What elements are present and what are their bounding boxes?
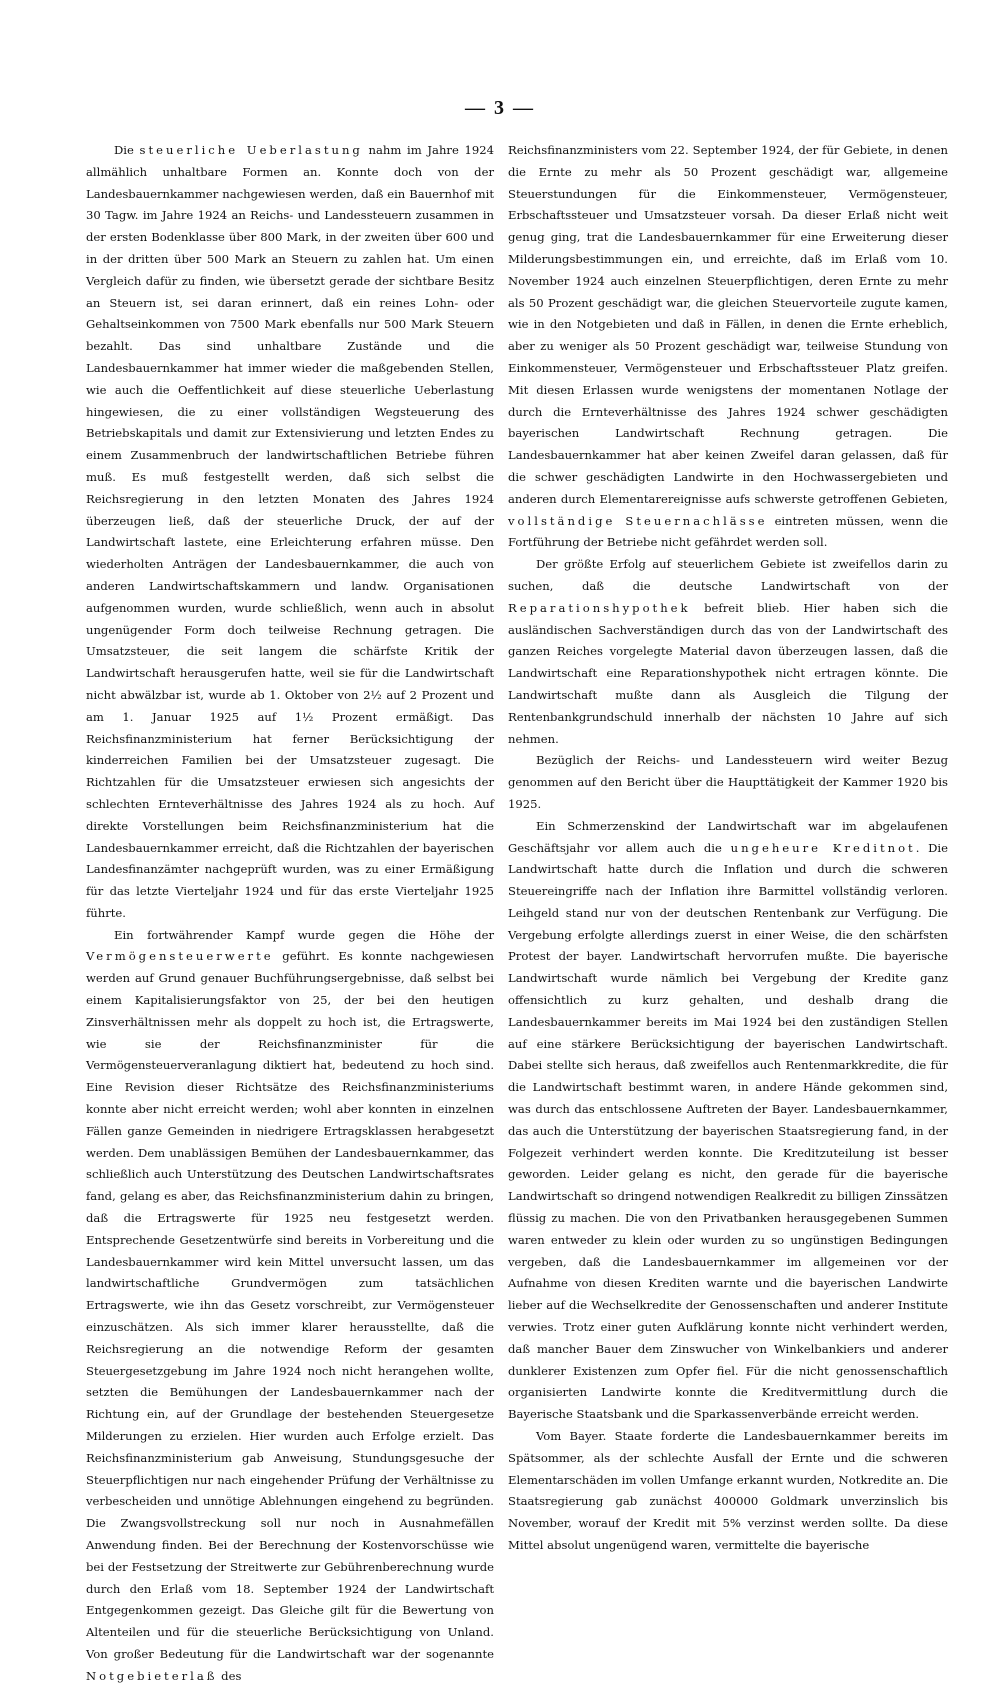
- spaced-emphasis: Notgebieterlaß: [86, 1668, 218, 1683]
- paragraph-notkredite: [508, 1426, 948, 1557]
- spaced-emphasis: ungeheure Kreditnot: [730, 840, 916, 855]
- spaced-emphasis: steuerliche Ueberlastung: [139, 143, 363, 157]
- paragraph-lead: Ein Schmerzenskind der Landwirtschaft war im abgelaufenen Geschäftsjahr vor allem auch die: [508, 818, 948, 855]
- page-number: — 3 —: [465, 97, 535, 119]
- paragraph-text: Vom Bayer. Staate forderte die Landesbauernkammer bereits im Spätsommer, als der schlechte Ausfall der Ernte und die schweren Elementarschäden im vollen Umfange erkannt wurden, Notkredite an. Die Staatsregierung gab zunächst 400000 Goldmark unverzinslich bis November, worauf der Kredit mit 5% verzinst werden sollte. Da diese Mittel absolut ungenügend waren, vermittelte die bayerische: [508, 1429, 948, 1552]
- paragraph-text: nahm im Jahre 1924 allmählich unhaltbare Formen an. Konnte doch von der Landesbauernkammer nachgewiesen werden, daß ein Bauernhof mit 30 Tagw. im Jahre 1924 an Reichs- und Landessteuern zusammen in der ersten Bodenklasse über 800 Mark, in der zweiten über 600 und in der dritten über 500 Mark an Steuern zu zahlen hat. Um einen Vergleich dafür zu finden, wie übersetzt gerade der sichtbare Besitz an Steuern ist, sei daran erinnert, daß ein reines Lohn- oder Gehaltseinkommen von 7500 Mark ebenfalls nur 500 Mark Steuern bezahlt. Das sind unhaltbare Zustände und die Landesbauernkammer hat immer wieder die maßgebenden Stellen, wie auch die Oeffentlichkeit auf diese steuerliche Ueberlastung hingewiesen, die zu einer vollständigen Wegsteuerung des Betriebskapitals und damit zur Extensivierung und letzten Endes zu einem Zusammenbruch der landwirtschaftlichen Betriebe führen muß. Es muß festgestellt werden, daß sich selbst die Reichsregierung in den letzten Monaten des Jahres 1924 überzeugen ließ, daß der steuerliche Druck, der auf der Landwirtschaft lastete, eine Erleichterung erfahren müsse. Den wiederholten Anträgen der Landesbauernkammer, die auch von anderen Landwirtschaftskammern und landw. Organisationen aufgenommen wurden, wurde schließlich, wenn auch in absolut ungenügender Form doch teilweise Rechnung getragen. Die Umsatzsteuer, die seit langem die schärfste Kritik der Landwirtschaft herausgerufen hatte, weil sie für die Landwirtschaft nicht abwälzbar ist, wurde ab 1. Oktober von 2½ auf 2 Prozent und am 1. Januar 1925 auf 1½ Prozent ermäßigt. Das Reichsfinanzministerium hat ferner Berücksichtigung der kinderreichen Familien bei der Umsatzsteuer zugesagt. Die Richtzahlen für die Umsatzsteuer erwiesen sich angesichts der schlechten Ernteverhältnisse des Jahres 1924 als zu hoch. Auf direkte Vorstellungen beim Reichsfinanzministerium hat die Landesbauernkammer erreicht, daß die Richtzahlen der bayerischen Landesfinanzämter nachgeprüft wurden, was zu einer Ermäßigung für das letzte Vierteljahr 1924 und für das erste Vierteljahr 1925 führte.: [86, 143, 494, 920]
- paragraph-reichssteuern: [508, 750, 948, 815]
- right-column: [508, 140, 948, 1552]
- spaced-emphasis: vollständige Steuernachlässe: [508, 513, 768, 528]
- paragraph-text: Bezüglich der Reichs- und Landessteuern wird weiter Bezug genommen auf den Bericht über die Haupttätigkeit der Kammer 1920 bis 1925.: [508, 753, 948, 811]
- spaced-emphasis: Reparationshypothek: [508, 600, 691, 615]
- paragraph-lead: Ein fortwährender Kampf wurde gegen die Höhe der: [114, 927, 494, 942]
- paragraph-reparationshypothek: [508, 554, 948, 750]
- paragraph-steuerliche-ueberlastung: [86, 140, 494, 925]
- paragraph-text: . Die Landwirtschaft hatte durch die Inflation und durch die schweren Steuereingriffe nach der Inflation ihre Barmittel vollständig verloren. Leihgeld stand nur von der deutschen Rentenbank zur Verfügung. Die Vergebung erfolgte allerdings zuerst in einer Weise, die den schärfsten Protest der bayer. Landwirtschaft hervorrufen mußte. Die bayerische Landwirtschaft wurde nämlich bei Vergebung der Kredite ganz offensichtlich zu kurz gehalten, und deshalb drang die Landesbauernkammer bereits im Mai 1924 bei den zuständigen Stellen auf eine stärkere Berücksichtigung der bayerischen Landwirtschaft. Dabei stellte sich heraus, daß zweifellos auch Rentenmarkkredite, die für die Landwirtschaft bestimmt waren, in andere Hände gekommen sind, was durch das entschlossene Auftreten der Bayer. Landesbauernkammer, das auch die Unterstützung der bayerischen Staatsregierung fand, in der Folgezeit verhindert werden konnte. Die Kreditzuteilung ist besser geworden. Leider gelang es nicht, den gerade für die bayerische Landwirtschaft so dringend notwendigen Realkredit zu billigen Zinssätzen flüssig zu machen. Die von den Privatbanken herausgegebenen Summen waren entweder zu klein oder wurden zu so ungünstigen Bedingungen vergeben, daß die Landesbauernkammer im allgemeinen vor der Aufnahme von diesen Krediten warnte und die bayerischen Landwirte lieber auf die Wechselkredite der Genossenschaften und anderer Institute verwies. Trotz einer guten Aufklärung konnte nicht verhindert werden, daß mancher Bauer dem Zinswucher von Winkelbankiers und anderer dunklerer Existenzen zum Opfer fiel. Für die nicht genossenschaftlich organisierten Landwirte konnte die Kreditvermittlung durch die Bayerische Staatsbank und die Sparkassenverbände erreicht werden.: [508, 840, 948, 1422]
- paragraph-vermoegensteuer: [86, 925, 494, 1688]
- paragraph-tail: des: [217, 1668, 242, 1683]
- paragraph-lead: Der größte Erfolg auf steuerlichem Gebiete ist zweifellos darin zu suchen, daß die deutsche Landwirtschaft von der: [508, 557, 948, 593]
- paragraph-continuation: [508, 140, 948, 554]
- paragraph-text: Reichsfinanzministers vom 22. September 1924, der für Gebiete, in denen die Ernte zu mehr als 50 Prozent geschädigt war, allgemeine Steuerstundungen für die Einkommensteuer, Vermögensteuer, Erbschaftssteuer und Umsatzsteuer vorsah. Da dieser Erlaß nicht weit genug ging, trat die Landesbauernkammer für eine Erweiterung dieser Milderungsbestimmungen ein, und erreichte, daß im Erlaß vom 10. November 1924 auch einzelnen Steuerpflichtigen, deren Ernte zu mehr als 50 Prozent geschädigt war, die gleichen Steuervorteile zugute kamen, wie in den Notgebieten und daß in Fällen, in denen die Ernte erheblich, aber zu weniger als 50 Prozent geschädigt war, teilweise Stundung von Einkommensteuer, Vermögensteuer und Erbschaftssteuer Platz greifen. Mit diesen Erlassen wurde wenigstens der momentanen Notlage der durch die Ernteverhältnisse des Jahres 1924 schwer geschädigten bayerischen Landwirtschaft Rechnung getragen. Die Landesbauernkammer hat aber keinen Zweifel daran gelassen, daß für die schwer geschädigten Landwirte in den Hochwassergebieten und anderen durch Elementarereignisse aufs schwerste getroffenen Gebieten,: [508, 143, 948, 506]
- paragraph-lead: Die: [114, 143, 140, 157]
- left-column: [86, 140, 494, 1683]
- paragraph-text: geführt. Es konnte nachgewiesen werden auf Grund genauer Buchführungsergebnisse, daß selbst bei einem Kapitalisierungsfaktor von 25, der bei den heutigen Zinsverhältnissen mehr als doppelt zu hoch ist, die Ertragswerte, wie sie der Reichsfinanzminister für die Vermögensteuerveranlagung diktiert hat, bedeutend zu hoch sind. Eine Revision dieser Richtsätze des Reichsfinanzministeriums konnte aber nicht erreicht werden; wohl aber konnten in einzelnen Fällen ganze Gemeinden in niedrigere Ertragsklassen herabgesetzt werden. Dem unablässigen Bemühen der Landesbauernkammer, das schließlich auch Unterstützung des Deutschen Landwirtschaftsrates fand, gelang es aber, das Reichsfinanzministerium dahin zu bringen, daß die Ertragswerte für 1925 neu festgesetzt werden. Entsprechende Gesetzentwürfe sind bereits in Vorbereitung und die Landesbauernkammer wird kein Mittel unversucht lassen, um das landwirtschaftliche Grundvermögen zum tatsächlichen Ertragswerte, wie ihn das Gesetz vorschreibt, zur Vermögensteuer einzuschätzen. Als sich immer klarer herausstellte, daß die Reichsregierung an die notwendige Reform der gesamten Steuergesetzgebung im Jahre 1924 noch nicht herangehen wollte, setzten die Bemühungen der Landesbauernkammer nach der Richtung ein, auf der Grundlage der bestehenden Steuergesetze Milderungen zu erzielen. Hier wurden auch Erfolge erzielt. Das Reichsfinanzministerium gab Anweisung, Stundungsgesuche der Steuerpflichtigen nur nach eingehender Prüfung der Verhältnisse zu verbescheiden und unnötige Ablehnungen eingehend zu begründen. Die Zwangsvollstreckung soll nur noch in Ausnahmefällen Anwendung finden. Bei der Berechnung der Kostenvorschüsse wie bei der Festsetzung der Streitwerte zur Gebührenberechnung wurde durch den Erlaß vom 18. September 1924 der Landwirtschaft Entgegenkommen gezeigt. Das Gleiche gilt für die Bewertung von Altenteilen und für die steuerliche Berücksichtigung von Unland. Von großer Bedeutung für die Landwirtschaft war der sogenannte: [86, 949, 494, 1661]
- paragraph-kreditnot: [508, 816, 948, 1426]
- paragraph-tail: eintreten müssen, wenn die Fortführung der Betriebe nicht gefährdet werden soll.: [508, 513, 948, 550]
- paragraph-text: befreit blieb. Hier haben sich die ausländischen Sachverständigen durch das von der Landwirtschaft des ganzen Reiches vorgelegte Material davon überzeugen lassen, daß die Landwirtschaft eine Reparationshypothek nicht ertragen könnte. Die Landwirtschaft mußte dann als Ausgleich die Tilgung der Rentenbankgrundschuld innerhalb der nächsten 10 Jahre auf sich nehmen.: [508, 600, 948, 746]
- spaced-emphasis: Vermögensteuerwerte: [86, 949, 274, 964]
